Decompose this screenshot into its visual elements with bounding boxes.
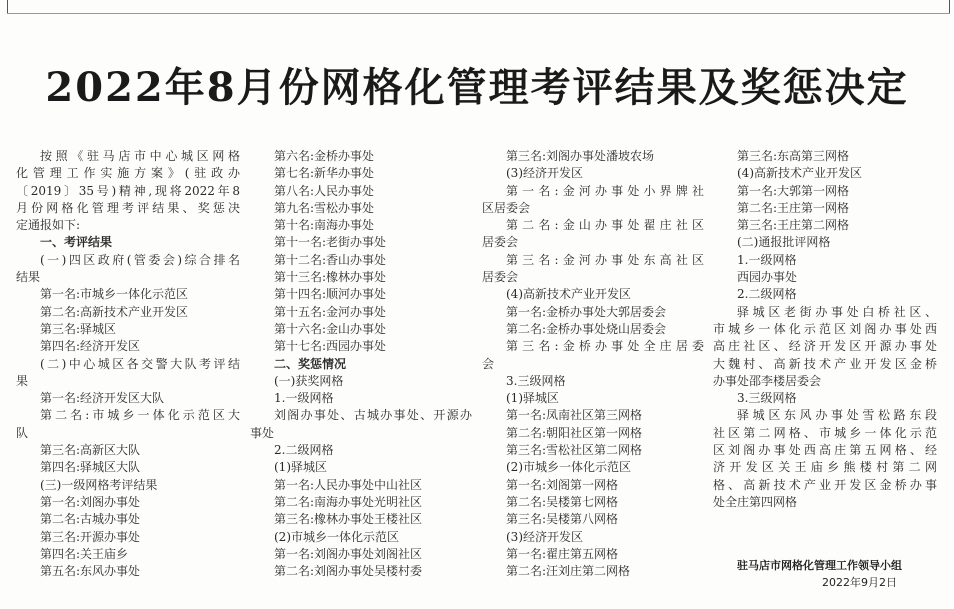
text-line: 第十二名:香山办事处 (274, 252, 387, 267)
text-line: 第二名:古城办事处 (40, 512, 141, 527)
text-line: 第十一名:老街办事处 (274, 235, 387, 250)
frame-right-rule (949, 0, 950, 14)
text-line: 第六名:金桥办事处 (274, 149, 375, 163)
column-1 (16, 148, 240, 580)
text-line: 居委会 (482, 235, 519, 250)
column-3 (482, 148, 704, 580)
text-line: 格、高新技术产业开发区金桥办事 (713, 477, 937, 492)
text-line: 济开发区关王庙乡熊楼村第二网 (713, 460, 937, 475)
column-4 (713, 148, 937, 511)
text-line: 第三名:金河办事处东高社区 (506, 252, 704, 267)
text-line: (1)驿城区 (274, 460, 327, 475)
text-line: 第三名:金桥办事处全庄居委 (506, 339, 704, 354)
text-line: 第七名:新华办事处 (274, 166, 375, 181)
text-line: 第二名:刘阁办事处吴楼村委 (274, 564, 423, 579)
text-line: (二)中心城区各交警大队考评结 (40, 356, 240, 371)
text-line: 第二名:吴楼第七网格 (506, 494, 619, 509)
text-line: 定通报如下: (16, 218, 81, 233)
text-line: 第二名:南海办事处光明社区 (274, 494, 423, 509)
text-line: (1)驿城区 (506, 391, 559, 406)
text-line: 第一名:金桥办事处大郭居委会 (506, 304, 667, 319)
text-line: 第四名:经济开发区 (40, 339, 141, 354)
text-line: 第二名:高新技术产业开发区 (40, 304, 189, 319)
text-line: 1.一级网格 (274, 391, 334, 406)
text-line: 按照《驻马店市中心城区网格 (40, 149, 240, 163)
text-line: 驿城区老街办事处白桥社区、 (737, 304, 937, 319)
text-line: 市城乡一体化示范区刘阁办事处西 (713, 321, 937, 336)
text-line: 第一名:翟庄第五网格 (506, 546, 619, 561)
top-frame (0, 0, 954, 14)
text-line: 结果 (16, 270, 41, 285)
text-line: 第二名:金桥办事处烧山居委会 (506, 321, 667, 336)
text-line: 第一名:刘阁第一网格 (506, 477, 619, 492)
text-line: 第二名:朝阳社区第一网格 (506, 425, 643, 440)
text-line: 第三名:开源办事处 (40, 529, 141, 544)
text-line: (3)经济开发区 (506, 166, 583, 181)
text-line: 刘阁办事处、古城办事处、开源办 (274, 408, 472, 423)
text-line: 居委会 (482, 270, 519, 285)
text-line: 第十名:南海办事处 (274, 218, 375, 233)
text-line: 处全庄第四网格 (713, 494, 798, 509)
text-line: 第四名:关王庙乡 (40, 546, 129, 561)
text-line: 2.二级网格 (274, 443, 334, 458)
text-line: 化管理工作实施方案》(驻政办 (16, 166, 240, 181)
text-line: 3.三级网格 (737, 391, 797, 406)
text-line: 3.三级网格 (506, 373, 566, 388)
column-2 (250, 148, 472, 580)
text-line: 二、奖惩情况 (274, 356, 347, 371)
text-line: 第十六名:金山办事处 (274, 321, 387, 336)
text-line: (3)经济开发区 (506, 529, 583, 544)
text-line: 第四名:驿城区大队 (40, 460, 141, 475)
text-line: 〔2019〕35号)精神,现将2022年8 (16, 183, 240, 198)
text-line: (一)获奖网格 (274, 373, 344, 388)
text-line: 一、考评结果 (40, 235, 113, 250)
text-line: 2.二级网格 (737, 287, 797, 302)
text-line: 第一名:人民办事处中山社区 (274, 477, 423, 492)
text-line: 第一名:凤南社区第三网格 (506, 408, 643, 423)
text-line: 第一名:刘阁办事处刘阁社区 (274, 546, 423, 561)
text-line: 区居委会 (482, 200, 531, 215)
text-line: 第五名:东风办事处 (40, 564, 141, 579)
text-line: (4)高新技术产业开发区 (506, 287, 631, 302)
text-line: 第一名:刘阁办事处 (40, 494, 141, 509)
text-line: 办事处邵李楼居委会 (713, 373, 822, 388)
text-line: 区刘阁办事处西高庄第五网格、经 (713, 443, 937, 458)
date: 2022年9月2日 (822, 576, 897, 589)
text-line: 驿城区东风办事处雪松路东段 (737, 408, 937, 423)
text-line: 第三名:东高第三网格 (737, 149, 850, 163)
text-line: 果 (16, 373, 29, 388)
text-line: 第十四名:顺河办事处 (274, 287, 387, 302)
text-line: 第三名:橡林办事处王楼社区 (274, 512, 423, 527)
text-line: 第一名:市城乡一体化示范区 (40, 287, 189, 302)
text-line: 第三名:刘阁办事处潘坡农场 (506, 149, 655, 163)
frame-left-rule (7, 0, 8, 14)
text-line: (二)通报批评网格 (737, 235, 831, 250)
text-line: 月份网格化管理考评结果、奖惩决 (16, 200, 240, 215)
text-line: 高庄社区、经济开发区开源办事处 (713, 339, 937, 354)
text-line: 第十五名:金河办事处 (274, 304, 387, 319)
text-line: 队 (16, 425, 29, 440)
text-line: 事处 (250, 425, 275, 440)
signature: 驻马店市网格化管理工作领导小组 (737, 559, 902, 572)
text-line: 第二名:市城乡一体化示范区大 (40, 408, 240, 423)
headline: 2022年8月份网格化管理考评结果及奖惩决定 (45, 64, 909, 111)
text-line: 第一名:金河办事处小界牌社 (506, 183, 704, 198)
text-line: 第二名:金山办事处翟庄社区 (506, 218, 704, 233)
text-line: 第十七名:西园办事处 (274, 339, 387, 354)
text-line: (2)市城乡一体化示范区 (506, 460, 631, 475)
frame-bottom-rule (7, 13, 950, 14)
text-line: 第三名:高新区大队 (40, 443, 141, 458)
text-line: 第八名:人民办事处 (274, 183, 375, 198)
text-line: 第三名:雪松社区第二网格 (506, 443, 643, 458)
text-line: 大魏村、高新技术产业开发区金桥 (713, 356, 937, 371)
text-line: 第二名:王庄第一网格 (737, 200, 850, 215)
text-line: 第一名:经济开发区大队 (40, 391, 165, 406)
text-line: 第三名:吴楼第八网格 (506, 512, 619, 527)
text-line: 第二名:汪刘庄第二网格 (506, 564, 631, 579)
text-line: 西园办事处 (737, 270, 798, 285)
text-line: 第一名:大郭第一网格 (737, 183, 850, 198)
text-line: 第九名:雪松办事处 (274, 200, 375, 215)
text-line: 第十三名:橡林办事处 (274, 270, 387, 285)
text-line: (三)一级网格考评结果 (40, 477, 158, 492)
text-line: 社区第二网格、市城乡一体化示范 (713, 425, 937, 440)
text-line: (4)高新技术产业开发区 (737, 166, 862, 181)
text-line: 会 (482, 356, 495, 371)
text-line: 1.一级网格 (737, 252, 797, 267)
text-line: 第三名:驿城区 (40, 321, 117, 336)
text-line: (2)市城乡一体化示范区 (274, 529, 399, 544)
text-line: 第三名:王庄第二网格 (737, 218, 850, 233)
text-line: (一)四区政府(管委会)综合排名 (40, 252, 240, 267)
